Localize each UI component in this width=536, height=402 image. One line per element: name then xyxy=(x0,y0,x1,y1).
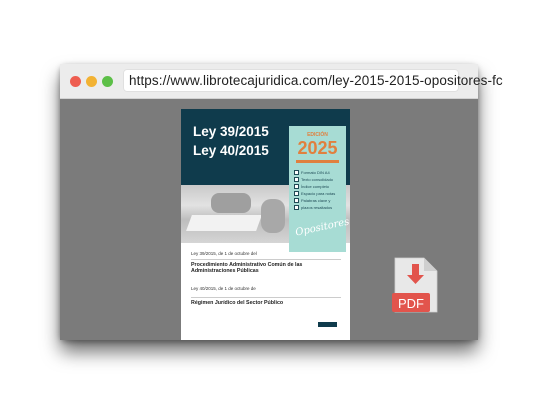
cover-title-line2: Ley 40/2015 xyxy=(193,143,269,158)
edition-panel xyxy=(289,126,351,252)
book-cover-image[interactable] xyxy=(181,109,350,340)
maximize-window-button[interactable] xyxy=(102,76,113,87)
download-arrow-icon xyxy=(412,264,419,276)
divider xyxy=(191,297,341,298)
publisher-logo xyxy=(318,322,337,327)
photo-hand-shape xyxy=(211,193,251,213)
edition-year: 2025 xyxy=(297,138,338,158)
address-bar[interactable] xyxy=(123,69,503,92)
pdf-label: PDF xyxy=(398,296,424,311)
signature-logo: Opositores xyxy=(294,216,351,239)
address-bar-url: https://www.librotecajuridica.com/ley-2015-2015-opositores-fc xyxy=(129,73,503,88)
law1-description: Procedimiento Administrativo Común de las Administraciones Públicas xyxy=(191,262,303,275)
close-window-button[interactable] xyxy=(70,76,81,87)
minimize-window-button[interactable] xyxy=(86,76,97,87)
pdf-file-icon xyxy=(392,256,439,314)
cover-title-line1: Ley 39/2015 xyxy=(193,124,269,139)
edition-label: EDICIÓN xyxy=(307,132,328,138)
feature-item: Texto consolidado xyxy=(294,177,333,182)
edition-divider xyxy=(296,160,339,163)
pdf-download-icon[interactable] xyxy=(392,256,439,314)
law1-date: Ley 39/2015, de 1 de octubre del xyxy=(191,251,257,256)
feature-item: Espacio para notas xyxy=(294,191,335,196)
feature-item: plazos resaltados xyxy=(294,205,332,210)
photo-book-shape xyxy=(186,215,262,231)
law2-date: Ley 40/2015, de 1 de octubre de xyxy=(191,286,256,291)
feature-item: Índice completo xyxy=(294,184,329,189)
browser-titlebar xyxy=(60,64,503,99)
divider xyxy=(191,259,341,260)
photo-arm-shape xyxy=(261,199,285,233)
feature-item: Formato DIN A4 xyxy=(294,170,330,175)
feature-item: Palabras clave y xyxy=(294,198,330,203)
law2-description: Régimen Jurídico del Sector Público xyxy=(191,300,284,306)
